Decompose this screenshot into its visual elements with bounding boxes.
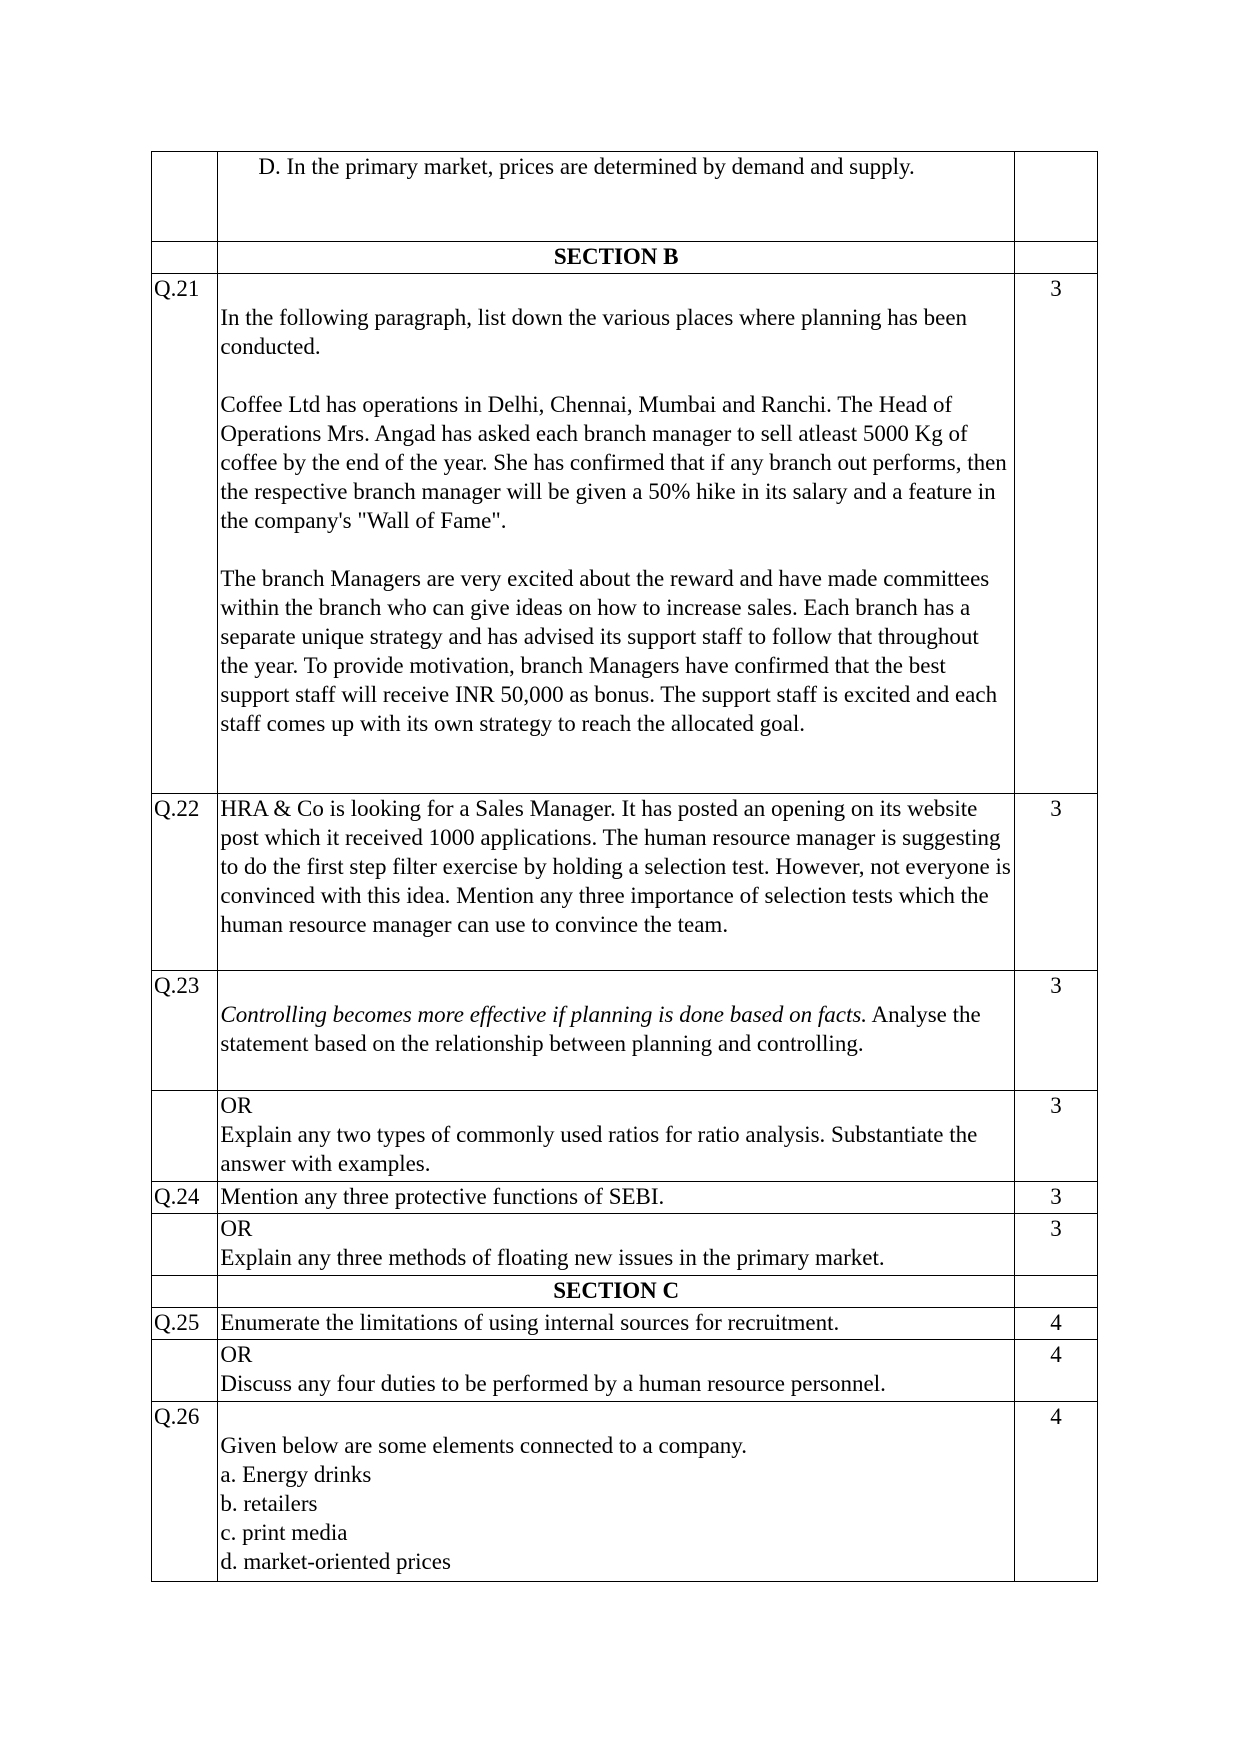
question-paragraph: Coffee Ltd has operations in Delhi, Chennai, Mumbai and Ranchi. The Head of Operations Mrs. Angad has asked each branch manager to sell atleast 5000 Kg of coffee by the end of the year. She has confirmed that if any branch out performs, then the respective branch manager will be given a 50% hike in its salary and a feature in the company's "Wall of Fame". <box>220 392 1007 533</box>
marks: 4 <box>1015 1402 1098 1582</box>
question-number: Q.23 <box>152 971 218 1091</box>
marks: 3 <box>1015 794 1098 971</box>
marks: 3 <box>1015 1091 1098 1182</box>
table-row <box>152 1308 1098 1340</box>
table-row <box>152 152 1098 242</box>
list-item: b. retailers <box>220 1491 318 1516</box>
marks: 3 <box>1015 1182 1098 1214</box>
table-row <box>152 1402 1098 1582</box>
question-number: Q.24 <box>152 1182 218 1214</box>
question-paper <box>151 151 1098 1582</box>
table-row <box>152 1340 1098 1402</box>
question-text: HRA & Co is looking for a Sales Manager. It has posted an opening on its website post which it received 1000 applications. The human resource manager is suggesting to do the first step filter exercise by holding a selection test. However, not everyone is convinced with this idea. Mention any three importance of selection tests which the human resource manager can use to convince the team. <box>218 794 1015 971</box>
marks: 4 <box>1015 1340 1098 1402</box>
marks: 4 <box>1015 1308 1098 1340</box>
table-row <box>152 971 1098 1091</box>
option-d: D. In the primary market, prices are determined by demand and supply. <box>258 154 915 179</box>
question-text: Mention any three protective functions of SEBI. <box>218 1182 1015 1214</box>
list-item: d. market-oriented prices <box>220 1549 451 1574</box>
table-row <box>152 794 1098 971</box>
question-text: Discuss any four duties to be performed by a human resource personnel. <box>220 1371 886 1396</box>
marks: 3 <box>1015 274 1098 794</box>
or-label: OR <box>220 1216 253 1241</box>
section-row <box>152 1276 1098 1308</box>
question-number: Q.22 <box>152 794 218 971</box>
section-c-heading: SECTION C <box>218 1276 1015 1308</box>
question-number: Q.25 <box>152 1308 218 1340</box>
section-b-heading: SECTION B <box>218 242 1015 274</box>
question-text <box>220 1000 1012 1058</box>
question-number: Q.26 <box>152 1402 218 1582</box>
question-text: Explain any two types of commonly used ratios for ratio analysis. Substantiate the answer with examples. <box>220 1122 978 1176</box>
question-text: Enumerate the limitations of using internal sources for recruitment. <box>218 1308 1015 1340</box>
table-row <box>152 1091 1098 1182</box>
or-label: OR <box>220 1093 253 1118</box>
question-paragraph: The branch Managers are very excited about the reward and have made committees within the branch who can give ideas on how to increase sales. Each branch has a separate unique strategy and has advised its support staff to follow that throughout the year. To provide motivation, branch Managers have confirmed that the best support staff will receive INR 50,000 as bonus. The support staff is excited and each staff comes up with its own strategy to reach the allocated goal. <box>220 566 998 736</box>
question-text: Explain any three methods of floating new issues in the primary market. <box>220 1245 885 1270</box>
table-row <box>152 274 1098 794</box>
question-table <box>151 151 1098 1582</box>
list-item: c. print media <box>220 1520 348 1545</box>
question-number: Q.21 <box>152 274 218 794</box>
or-label: OR <box>220 1342 253 1367</box>
marks: 3 <box>1015 1214 1098 1276</box>
question-text: Given below are some elements connected to a company. <box>220 1433 748 1458</box>
table-row <box>152 1214 1098 1276</box>
section-row <box>152 242 1098 274</box>
italic-statement: Controlling becomes more effective if planning is done based on facts. <box>220 1002 868 1027</box>
question-text: In the following paragraph, list down the various places where planning has been conducted. <box>220 305 968 359</box>
question-text-rest: Analyse the statement based on the relationship between planning and controlling. <box>220 1002 981 1056</box>
list-item: a. Energy drinks <box>220 1462 372 1487</box>
table-row <box>152 1182 1098 1214</box>
marks: 3 <box>1015 971 1098 1091</box>
